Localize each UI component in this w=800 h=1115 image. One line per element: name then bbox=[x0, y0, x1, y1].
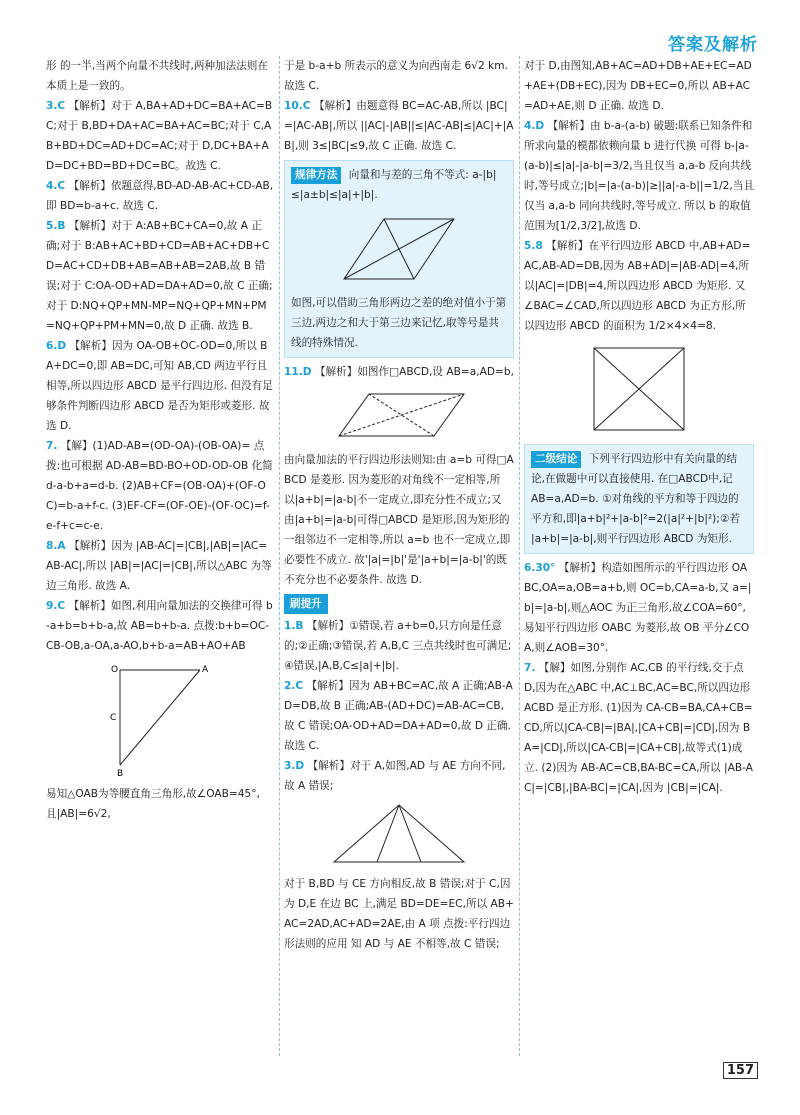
answer-11: 11.D 【解析】如图作□ABCD,设 AB=a,AD=b, bbox=[284, 366, 514, 378]
svg-text:B: B bbox=[117, 769, 124, 779]
answer-5b: 5.8 【解析】在平行四边形 ABCD 中,AB+AD=AC,AB-AD=DB,因为 AB+AD|=|AB-AD|=4,所以|AC|=|DB|=4,所以四边形 ABCD 为矩形. 又∠BAC=∠CAD,所以四边形 ABCD 为正方形,所以四边形 ABCD 的面积为 1/2×4×4=8. bbox=[524, 240, 751, 332]
paragraph: 于是 b-a+b 所表示的意义为向西南走 6√2 km. 故选 C. bbox=[284, 60, 508, 92]
svg-text:O: O bbox=[111, 665, 119, 675]
parallelogram-figure-abcd bbox=[324, 209, 474, 289]
answer-3: 3.C 【解析】对于 A,BA+AD+DC=BA+AC=BC;对于 B,BD+DA+AC=BA+AC=BC;对于 C,AB+BD+DC=AD+DC=AC;对于 D,DC+BA+AD=DC+BD=BD+DC=BC。故选 C. bbox=[46, 100, 273, 172]
column-2 bbox=[284, 56, 514, 954]
page-number: 157 bbox=[723, 1062, 758, 1079]
triangle-figure-oab bbox=[105, 660, 215, 780]
answer-5: 5.B 【解析】对于 A:AB+BC+CA=0,故 A 正确;对于 B:AB+AC+BD+CD=AB+AC+DB+CD=AC+CD+DB+AB=AB+AB=2AB,故 B 错误;对于 C:OA-OD+AD=DA+AD=0,故 C 正确;对于 D:NQ+QP+MN-MP=NQ+QP+MN+PM=NQ+QP+PM+MN=0,故 D 正确. 故选 B. bbox=[46, 220, 273, 332]
column-divider bbox=[519, 56, 520, 1056]
svg-text:C: C bbox=[110, 713, 117, 723]
triangle-figure-abc bbox=[324, 800, 474, 870]
answer-6b: 6.30° 【解析】构造如图所示的平行四边形 OABC,OA=a,OB=a+b,则 OC=b,CA=a-b,又 a=|b|=|a-b|,则△AOC 为正三角形,故∠COA=60°,易知平行四边形 OABC 为菱形,故 OB 平分∠COA,则∠AOB=30°. bbox=[524, 562, 752, 654]
section-label: 刷提升 bbox=[284, 594, 328, 614]
method-tag: 规律方法 bbox=[291, 167, 341, 184]
answer-6: 6.D 【解析】因为 OA-OB+OC-OD=0,所以 BA+DC=0,即 AB=DC,可知 AB,CD 两边平行且相等,所以四边形 ABCD 是平行四边形. 但没有足够条件判断四边形 ABCD 是否为矩形或菱形. 故选 D. bbox=[46, 340, 273, 432]
answer-9: 9.C 【解析】如图,利用向量加法的交换律可得 b-a+b=b+b-a,故 AB=b+b-a. 点拨:b+b=OC-CB-OB,a-OA,a-AO,b+b-a=AB+AO+AB bbox=[46, 600, 273, 652]
answer-7b: 7. 【解】如图,分别作 AC,CB 的平行线,交于点 D,因为在△ABC 中,AC⊥BC,AC=BC,所以四边形 ACBD 是正方形. (1)因为 CA-CB=BA,CA+CB=CD,所以|CA-CB|=|BA|,|CA+CB|=|CD|,因为 BA=|CD|,所以|CA-CB|=|CA+CB|,故等式(1)成立. (2)因为 AB-AC=CB,BA-BC=CA,所以 |AB-AC|=|CB|,|BA-BC|=|CA|,因为 |CB|=|CA|. bbox=[524, 662, 753, 794]
answer-4b: 4.D 【解析】由 b-a-(a-b) 破题:联系已知条件和所求向量的模都依赖向量 b 进行代换 可得 b-|a-(a-b)|≤|a|-|a-b|=3/2,当且仅当 a,a-b 反向共线时,等号成立;|b|=|a-(a-b)|≥||a|-a-b||=1/2,当且仅当 a,a-b 同向共线时,等号成立. 所以 b 的取值范围为[1/2,3/2],故选 D. bbox=[524, 120, 754, 232]
answer-10: 10.C 【解析】由题意得 BC=AC-AB,所以 |BC|=|AC-AB|,所以 ||AC|-|AB||≤|AC-AB|≤|AC|+|AB|,则 3≤|BC|≤9,故 C 正确. 故选 C. bbox=[284, 100, 514, 152]
page-header: 答案及解析 bbox=[668, 35, 758, 55]
answer-2: 2.C 【解析】因为 AB+BC=AC,故 A 正确;AB-AD=DB,故 B 正确;AB-(AD+DC)=AB-AC=CB,故 C 错误;OA-OD+AD=DA+AD=0,故 D 正确. 故选 C. bbox=[284, 680, 513, 752]
answer-1: 1.B 【解析】①错误,若 a+b=0,只方向是任意的;②正确;③错误,若 A,B,C 三点共线时也可满足;④错误,|A,B,C≤|a|+|b|. bbox=[284, 620, 512, 672]
answer-4: 4.C 【解析】依题意得,BD-AD-AB-AC+CD-AB,即 BD=b-a+c. 故选 C. bbox=[46, 180, 274, 212]
answer-3b: 3.D 【解析】对于 A,如图,AD 与 AE 方向不同,故 A 错误; bbox=[284, 760, 506, 792]
paragraph: 对于 D,由图知,AB+AC=AD+DB+AE+EC=AD+AE+(DB+EC),因为 DB+EC=0,所以 AB+AC=AD+AE,则 D 正确. 故选 D. bbox=[524, 60, 752, 112]
answer-7: 7. 【解】(1)AD-AB=(OD-OA)-(OB-OA)= 点拨:也可根据 AD-AB=BD-BO+OD-OD-OB 化简 d-a-b+a=d-b. (2)AB+CF=(OB-OA)+(OF-OC)=b-a+f-c. (3)EF-CF=(OF-OE)-(OF-OC)=f-e-f+c=c-e. bbox=[46, 440, 273, 532]
column-3 bbox=[524, 56, 754, 798]
column-divider bbox=[279, 56, 280, 1056]
parallelogram-figure-abcd-2 bbox=[324, 386, 474, 446]
paragraph: 由向量加法的平行四边形法则知:由 a=b 可得□ABCD 是菱形. 因为菱形的对角线不一定相等,所以|a+b|=|a-b|不一定成立,即充分性不成立;又由|a+b|=|a-b|可得□ABCD 是矩形,因为矩形的一组邻边不一定相等,所以 a=b 也不一定成立,即必要性不成立. 故'|a|=|b|'是'|a+b|=|a-b|'的既不充分也不必要条件. 故选 D. bbox=[284, 454, 514, 586]
answer-8: 8.A 【解析】因为 |AB-AC|=|CB|,|AB|=|AC=AB-AC|,所以 |AB|=|AC|=|CB|,所以△ABC 为等边三角形. 故选 A. bbox=[46, 540, 272, 592]
paragraph: 易知△OAB为等腰直角三角形,故∠OAB=45°,且|AB|=6√2, bbox=[46, 788, 260, 820]
paragraph: 形 的一半,当两个向量不共线时,两种加法法则在本质上是一致的。 bbox=[46, 60, 268, 92]
method-box: 规律方法 向量和与差的三角不等式: a-|b|≤|a±b|≤|a|+|b|. 如图,可以借助三角形两边之差的绝对值小于第三边,两边之和大于第三边来记忆,取等号是共线的特殊情况. bbox=[284, 160, 514, 358]
svg-text:A: A bbox=[202, 665, 209, 675]
conclusion-tag: 二级结论 bbox=[531, 451, 581, 468]
conclusion-box: 二级结论 下列平行四边形中有关向量的结论,在做题中可以直接使用. 在□ABCD中,记 AB=a,AD=b. ①对角线的平方和等于四边的平方和,即|a+b|²+|a-b|²=2(|a|²+|b|²);②若 |a+b|=|a-b|,则平行四边形 ABCD 为矩形. bbox=[524, 444, 754, 554]
paragraph: 对于 B,BD 与 CE 方向相反,故 B 错误;对于 C,因为 D,E 在边 BC 上,满足 BD=DE=EC,所以 AB+AC=2AD,AC+AD=2AE,由 A 项 点拨:平行四边形法则的应用 知 AD 与 AE 不相等,故 C 错误; bbox=[284, 878, 514, 950]
square-figure-abcd bbox=[579, 340, 699, 440]
column-1 bbox=[46, 56, 274, 824]
